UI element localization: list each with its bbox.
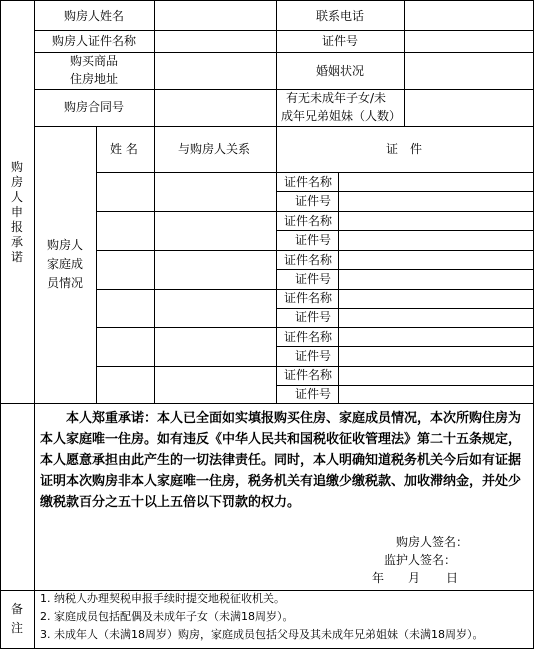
buyer-id-type-field[interactable] xyxy=(158,33,272,49)
buyer-id-type-label: 购房人证件名称 xyxy=(52,34,137,48)
family-col-relation-header: 与购房人关系 xyxy=(178,142,251,156)
grid-line xyxy=(96,126,97,403)
address-label-line1: 购买商品 xyxy=(70,54,119,68)
marital-status-label: 婚姻状况 xyxy=(316,64,365,78)
grid-line xyxy=(96,211,534,212)
family-group-label-line3: 员情况 xyxy=(46,276,83,290)
cert-name-label: 证件名称 xyxy=(284,291,333,305)
grid-line xyxy=(154,0,155,126)
cert-name-label: 证件名称 xyxy=(284,214,333,228)
grid-line xyxy=(96,250,534,251)
grid-line xyxy=(276,269,534,270)
marital-status-field[interactable] xyxy=(408,63,530,79)
note-item: 3. 未成年人（未满18周岁）购房，家庭成员包括父母及其未成年兄弟姐妹（未满18周岁）。 xyxy=(40,628,484,641)
cert-number-field[interactable] xyxy=(342,309,530,325)
notes-label-line2: 注 xyxy=(10,621,23,635)
phone-field[interactable] xyxy=(408,8,530,24)
family-member-name-field[interactable] xyxy=(100,223,150,239)
family-group-label-line1: 购房人 xyxy=(46,238,83,252)
notes-label-line1: 备 xyxy=(10,602,23,616)
family-member-relation-field[interactable] xyxy=(158,339,272,355)
buyer-name-field[interactable] xyxy=(158,8,272,24)
grid-line xyxy=(0,0,534,1)
cert-number-label: 证件号 xyxy=(295,194,332,208)
grid-line xyxy=(0,648,534,649)
grid-line xyxy=(34,89,534,90)
minor-children-field[interactable] xyxy=(408,99,530,115)
grid-line xyxy=(96,327,534,328)
grid-line xyxy=(338,172,339,403)
grid-line xyxy=(276,191,534,192)
buyer-id-number-field[interactable] xyxy=(408,33,530,49)
contract-number-field[interactable] xyxy=(158,99,272,115)
cert-name-field[interactable] xyxy=(342,174,530,190)
address-label-line2: 住房地址 xyxy=(70,72,119,86)
cert-number-field[interactable] xyxy=(342,386,530,402)
family-member-relation-field[interactable] xyxy=(158,262,272,278)
family-member-name-field[interactable] xyxy=(100,377,150,393)
cert-number-label: 证件号 xyxy=(295,310,332,324)
cert-number-label: 证件号 xyxy=(295,387,332,401)
family-member-relation-field[interactable] xyxy=(158,300,272,316)
grid-line xyxy=(276,0,277,126)
minor-children-label-line2: 成年兄弟姐妹（人数） xyxy=(281,109,402,123)
cert-number-label: 证件号 xyxy=(295,272,332,286)
family-member-name-field[interactable] xyxy=(100,262,150,278)
date-year-label: 年 xyxy=(372,571,385,585)
cert-number-label: 证件号 xyxy=(295,233,332,247)
grid-line xyxy=(0,403,534,404)
grid-line xyxy=(154,126,155,403)
grid-line xyxy=(96,172,534,173)
family-member-name-field[interactable] xyxy=(100,300,150,316)
cert-name-field[interactable] xyxy=(342,290,530,306)
family-member-relation-field[interactable] xyxy=(158,377,272,393)
cert-name-label: 证件名称 xyxy=(284,330,333,344)
cert-name-label: 证件名称 xyxy=(284,253,333,267)
grid-line xyxy=(34,0,35,649)
cert-name-field[interactable] xyxy=(342,213,530,229)
grid-line xyxy=(34,30,534,31)
cert-name-label: 证件名称 xyxy=(284,175,333,189)
grid-line xyxy=(34,126,534,127)
family-member-name-field[interactable] xyxy=(100,184,150,200)
grid-line xyxy=(404,0,405,126)
family-member-relation-field[interactable] xyxy=(158,184,272,200)
cert-number-field[interactable] xyxy=(342,348,530,364)
date-day-label: 日 xyxy=(446,571,459,585)
cert-name-field[interactable] xyxy=(342,252,530,268)
grid-line xyxy=(0,590,534,591)
cert-number-field[interactable] xyxy=(342,193,530,209)
buyer-id-number-label: 证件号 xyxy=(322,34,359,48)
buyer-signature-label: 购房人签名： xyxy=(396,535,469,549)
cert-name-field[interactable] xyxy=(342,367,530,383)
minor-children-label-line1: 有无未成年子女/未 xyxy=(286,91,387,105)
date-month-label: 月 xyxy=(408,571,421,585)
grid-line xyxy=(0,0,1,649)
cert-name-label: 证件名称 xyxy=(284,368,333,382)
phone-label: 联系电话 xyxy=(316,9,365,23)
family-col-name-header: 姓 名 xyxy=(110,142,138,156)
family-member-name-field[interactable] xyxy=(100,339,150,355)
family-group-label-line2: 家庭成 xyxy=(46,257,83,271)
guardian-signature-label: 监护人签名： xyxy=(384,553,457,567)
cert-name-field[interactable] xyxy=(342,329,530,345)
family-col-id-header: 证 件 xyxy=(386,142,423,156)
family-member-relation-field[interactable] xyxy=(158,223,272,239)
declaration-side-label: 购房人申报承诺 xyxy=(10,160,23,264)
cert-number-field[interactable] xyxy=(342,232,530,248)
address-field[interactable] xyxy=(158,62,272,78)
note-item: 2. 家庭成员包括配偶及未成年子女（未满18周岁）。 xyxy=(40,610,294,623)
note-item: 1. 纳税人办理契税申报手续时提交地税征收机关。 xyxy=(40,592,285,605)
grid-line xyxy=(276,346,534,347)
grid-line xyxy=(276,230,534,231)
cert-number-label: 证件号 xyxy=(295,349,332,363)
grid-line xyxy=(276,126,277,403)
buyer-name-label: 购房人姓名 xyxy=(64,9,125,23)
cert-number-field[interactable] xyxy=(342,271,530,287)
contract-number-label: 购房合同号 xyxy=(64,100,125,114)
promise-statement: 本人郑重承诺：本人已全面如实填报购买住房、家庭成员情况，本次所购住房为本人家庭唯一住房。如有违反《中华人民共和国税收征收管理法》第二十五条规定，本人愿意承担由此产生的一切法律责任。同时，本人明确知道税务机关今后如有证据证明本次购房非本人家庭唯一住房，税务机关有追缴少缴税款、加收滞纳金，并处少缴税款百分之五十以上五倍以下罚款的权力。 xyxy=(40,411,522,510)
